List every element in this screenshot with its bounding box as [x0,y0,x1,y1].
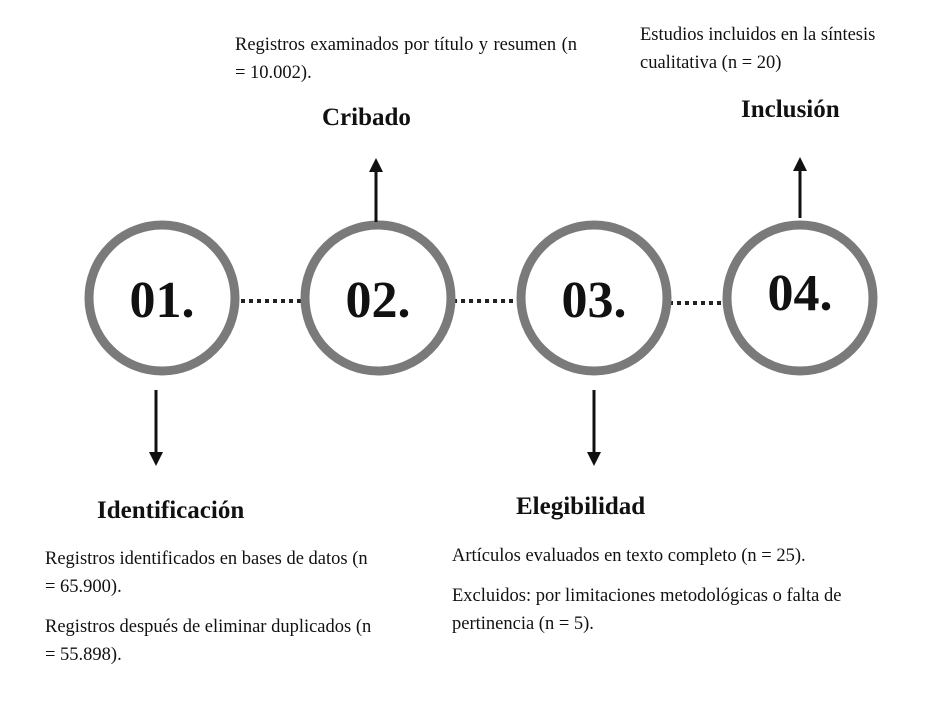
step-number-01: 01. [129,272,195,329]
step-01-description [45,545,375,669]
step-number-03: 03. [561,272,627,329]
step-01-line-1: Registros identificados en bases de datos (n = 65.900). [45,549,368,597]
step-04-line-1: Estudios incluidos en la síntesis cualitativa (n = 20) [640,25,876,73]
arrow-up-04 [793,157,807,218]
arrow-up-02 [369,158,383,222]
step-03-line-1: Artículos evaluados en texto completo (n = 25). [452,546,806,566]
arrow-down-01 [149,390,163,466]
step-02-line-1: Registros examinados por título y resumen (n = 10.002). [235,35,577,83]
step-03-line-2: Excluidos: por limitaciones metodológicas o falta de pertinencia (n = 5). [452,586,842,634]
step-03-description [452,542,847,638]
step-02-description [235,31,577,87]
step-01-title: Identificación [97,497,245,524]
arrow-down-03 [587,390,601,466]
step-02-title: Cribado [322,104,411,131]
step-04-title: Inclusión [741,96,840,123]
step-01-line-2: Registros después de eliminar duplicados (n = 55.898). [45,617,372,665]
step-03-title: Elegibilidad [516,493,646,520]
step-number-04: 04. [767,265,833,322]
step-number-02: 02. [345,272,411,329]
step-04-description [640,21,930,77]
